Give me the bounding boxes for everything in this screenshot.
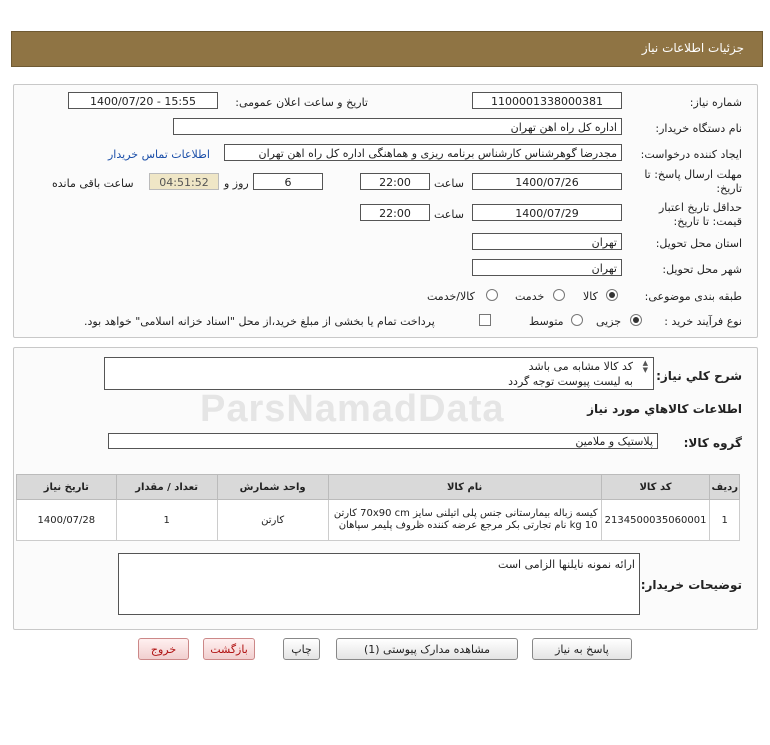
validity-time-field: 22:00 [360,204,430,221]
buyer-notes-label: توضیحات خریدار: [640,578,742,592]
remaining-label: ساعت باقی مانده [52,177,134,190]
announce-datetime-field: 1400/07/20 - 15:55 [68,92,218,109]
cell-need-date: 1400/07/28 [17,500,117,541]
process-radio-minor[interactable] [630,314,642,326]
cell-row-number: 1 [710,500,740,541]
view-attachments-button[interactable]: مشاهده مدارک پیوستی (1) [336,638,518,660]
remaining-time-field: 04:51:52 [149,173,219,190]
col-need-date: تاریخ نیاز [17,475,117,500]
process-option-medium: متوسط [529,315,564,328]
treasury-payment-checkbox[interactable] [479,314,491,326]
treasury-payment-note: پرداخت تمام یا بخشی از مبلغ خرید،از محل "اسناد خزانه اسلامی" خواهد بود. [84,315,435,328]
announce-label: تاریخ و ساعت اعلان عمومی: [235,96,368,109]
summary-line-2: به لیست پیوست توجه گردد [508,375,633,388]
city-field: تهران [472,259,622,276]
validity-date-field: 1400/07/29 [472,204,622,221]
buyer-org-label: نام دستگاه خریدار: [655,122,742,135]
goods-table [16,474,740,541]
need-number-field: 1100001338000381 [472,92,622,109]
col-goods-name: نام کالا [328,475,601,500]
goods-group-label: گروه کالا: [683,436,742,450]
buyer-contact-link[interactable]: اطلاعات تماس خریدار [108,148,210,161]
col-unit: واحد شمارش [217,475,328,500]
cell-unit: کارتن [217,500,328,541]
days-label: روز و [224,177,249,190]
goods-group-field: پلاستیک و ملامین [108,433,658,449]
summary-line-1: کد کالا مشابه می باشد [528,360,633,373]
col-row-number: ردیف [710,475,740,500]
category-radio-goods[interactable] [606,289,618,301]
process-label: نوع فرآیند خرید : [664,315,742,328]
deadline-label-line1: مهلت ارسال پاسخ: تا [644,168,742,181]
deadline-time-field: 22:00 [360,173,430,190]
deadline-time-label: ساعت [434,177,464,190]
validity-label-line2: قیمت: تا تاریخ: [673,215,742,228]
goods-section-title: اطلاعات کالاهاي مورد نياز [587,402,742,416]
page-header [11,31,763,67]
category-label: طبقه بندی موضوعی: [644,290,742,303]
col-goods-code: کد کالا [601,475,710,500]
category-radio-goods-service[interactable] [486,289,498,301]
reply-button[interactable]: پاسخ به نیاز [532,638,632,660]
cell-goods-code: 2134500035060001 [601,500,710,541]
need-number-label: شماره نیاز: [689,96,742,109]
back-button[interactable]: بازگشت [203,638,255,660]
goods-table-header-row [17,475,740,500]
summary-label: شرح کلي نياز: [656,369,742,383]
buyer-notes-text: ارائه نمونه نایلنها الزامی است [498,558,635,571]
col-quantity: تعداد / مقدار [116,475,217,500]
print-button[interactable]: چاپ [283,638,320,660]
deadline-label-line2: تاریخ: [716,182,742,195]
province-label: استان محل تحویل: [655,237,742,250]
table-row [17,500,740,541]
city-label: شهر محل تحویل: [662,263,742,276]
buyer-org-field: اداره کل راه اهن تهران [173,118,622,135]
validity-time-label: ساعت [434,208,464,221]
buyer-notes-box [118,553,640,615]
validity-label-line1: حداقل تاریخ اعتبار [658,201,742,214]
summary-box [104,357,654,390]
category-option-goods-service: کالا/خدمت [427,290,475,303]
watermark: ParsNamadData [200,388,505,430]
province-field: تهران [472,233,622,250]
cell-goods-name: کیسه زباله بیمارستانی جنس پلی اتیلنی سایز 70x90 cm کارتن 10 kg نام تجارتی بکر مرجع عرضه کننده ظروف پلیمر سپاهان [328,500,601,541]
deadline-date-field: 1400/07/26 [472,173,622,190]
days-remaining-field: 6 [253,173,323,190]
category-option-service: خدمت [515,290,545,303]
category-radio-service[interactable] [553,289,565,301]
category-option-goods: کالا [583,290,598,303]
page-title: جزئیات اطلاعات نیاز [641,41,744,55]
creator-label: ایجاد کننده درخواست: [640,148,742,161]
process-radio-medium[interactable] [571,314,583,326]
process-option-minor: جزیی [596,315,622,328]
cell-quantity: 1 [116,500,217,541]
exit-button[interactable]: خروج [138,638,189,660]
scroll-arrows-icon[interactable]: ▲ ▼ [642,359,648,374]
creator-field: مجدرضا گوهرشناس کارشناس برنامه ریزی و هماهنگی اداره کل راه اهن تهران [224,144,622,161]
